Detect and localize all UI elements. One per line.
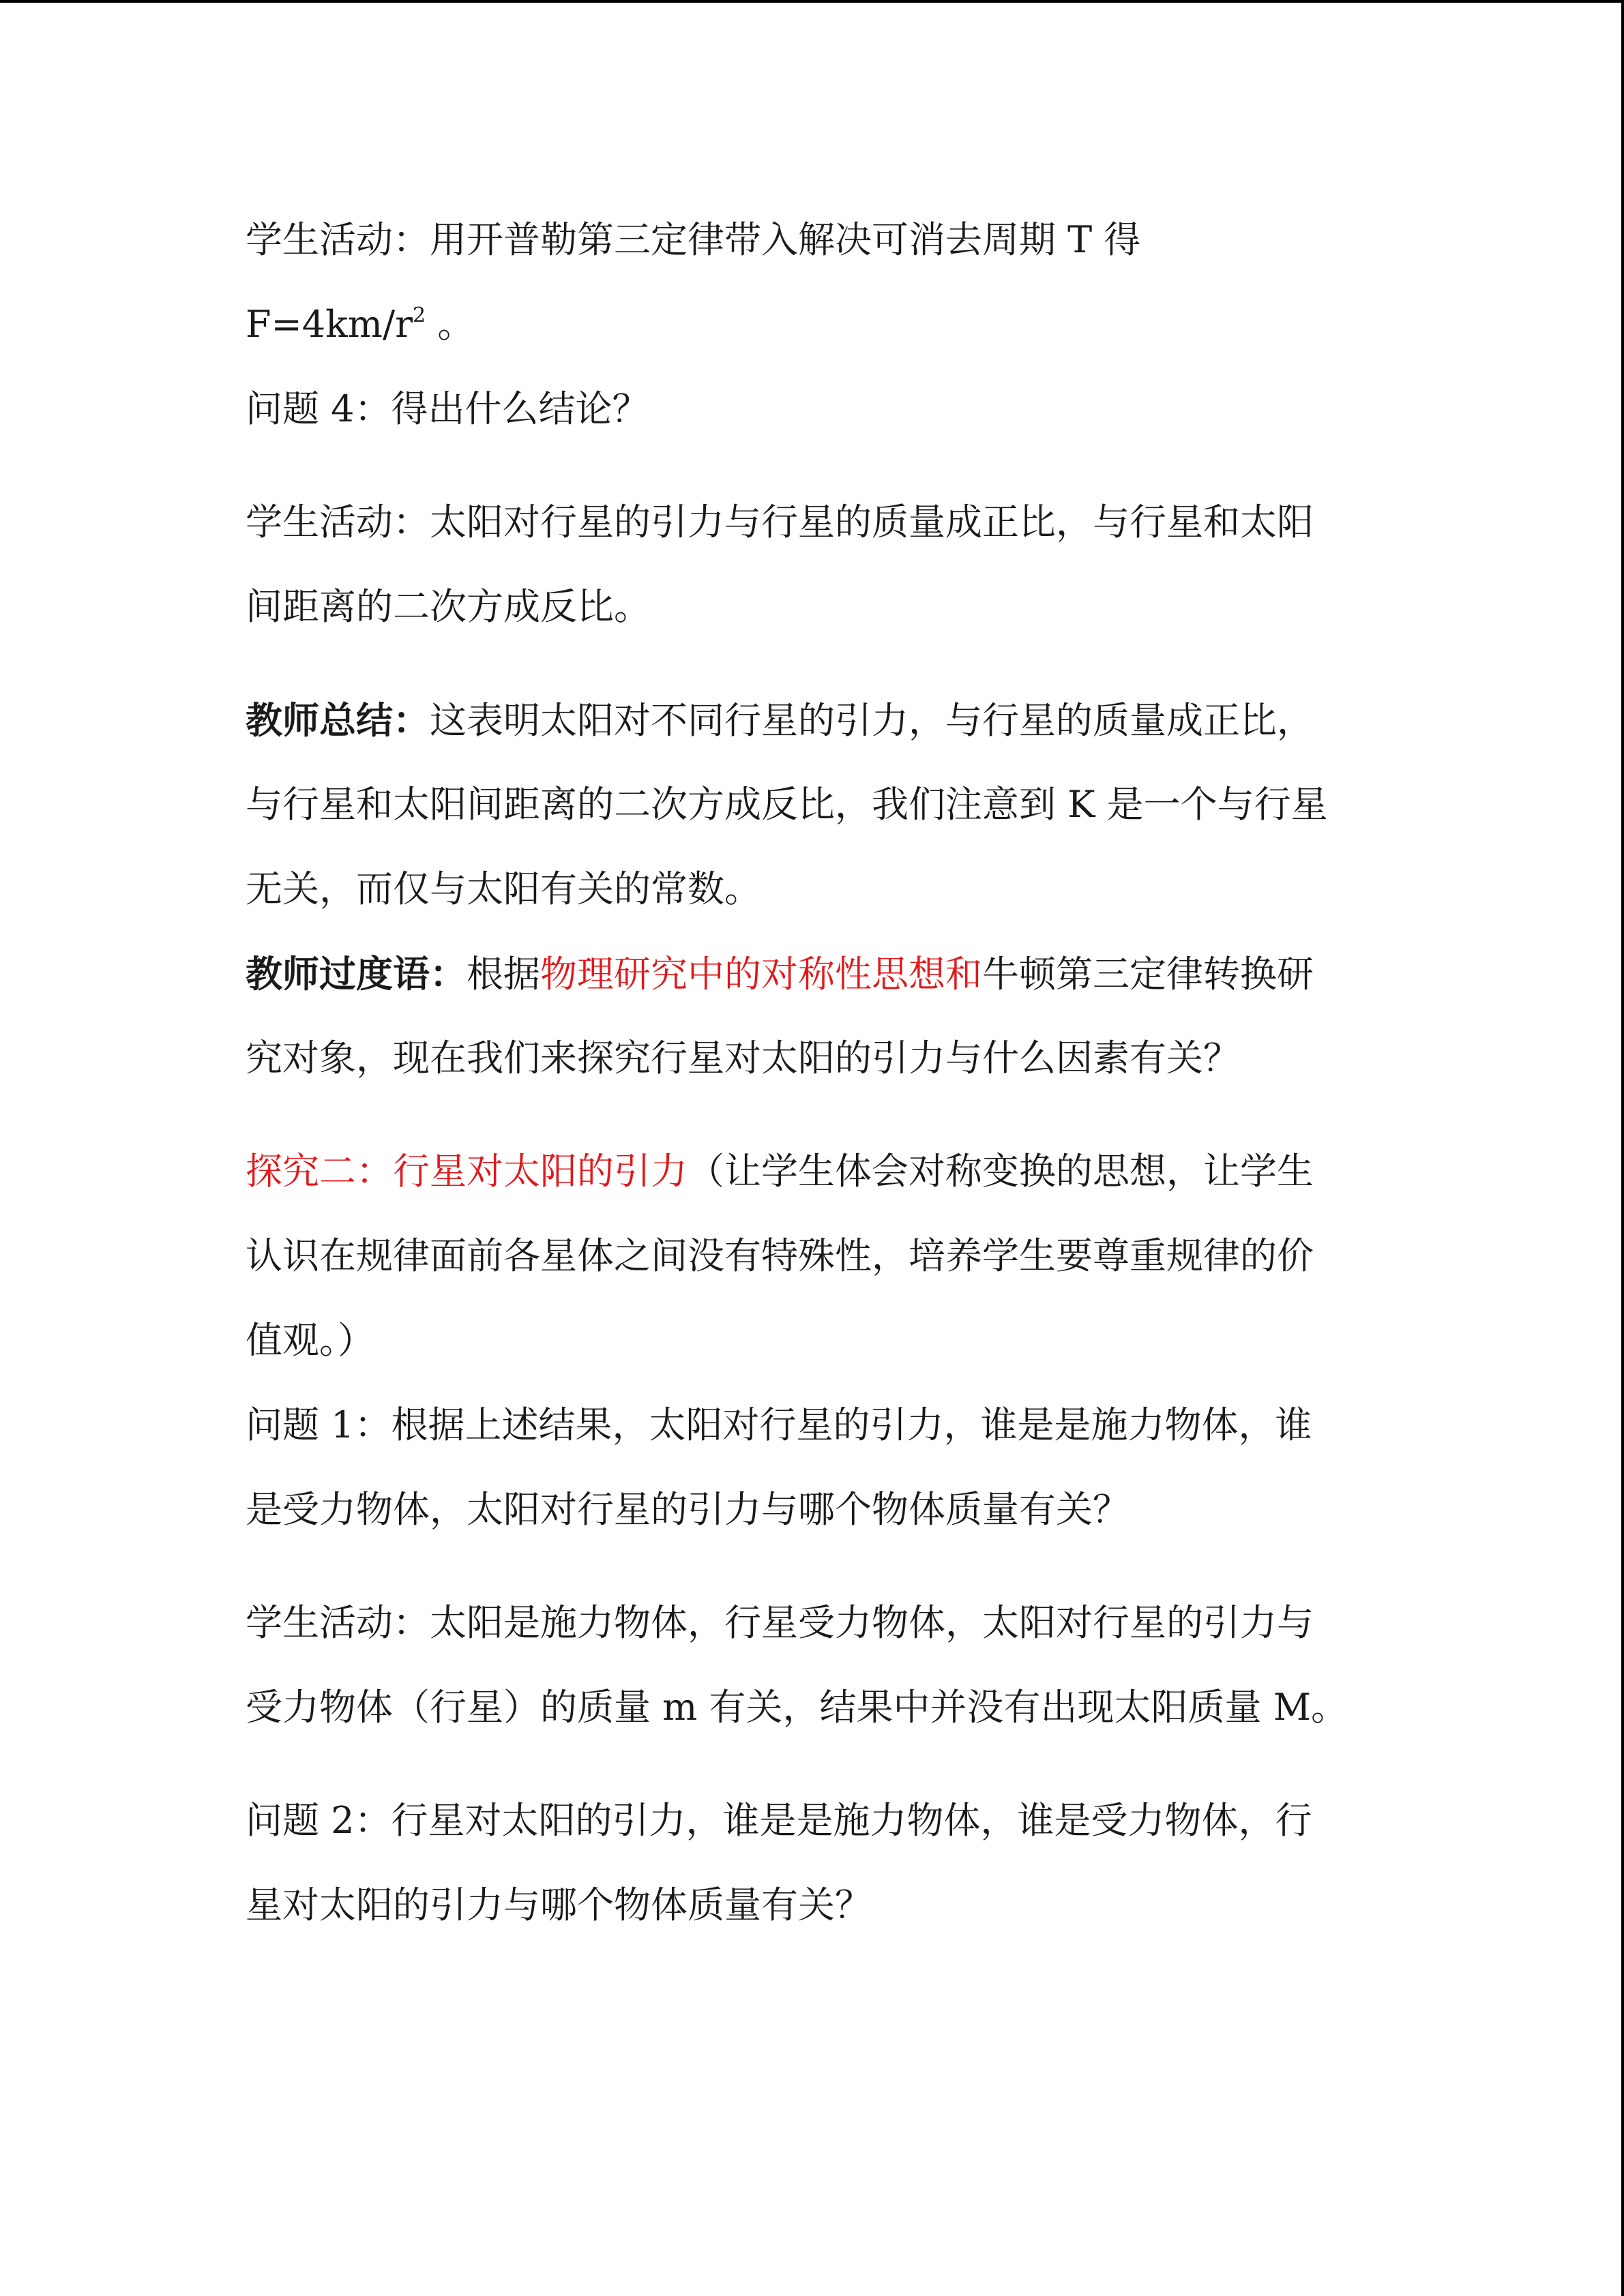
text-line-teacher-transition-2 — [246, 1031, 1391, 1086]
line-text: 牛顿第三定律转换研 — [982, 953, 1314, 996]
line-text: （让学生体会对称变换的思想，让学生 — [688, 1150, 1314, 1193]
text-line-question-1b — [246, 1482, 1391, 1537]
text-line-question-2b — [246, 1878, 1391, 1933]
text-line-exploration-2-c — [246, 1313, 1391, 1368]
line-text: 究对象，现在我们来探究行星对太阳的引力与什么因素有关？ — [246, 1037, 1240, 1079]
text-line-student-activity-3a — [246, 1596, 1391, 1650]
teacher-transition-label: 教师过度语： — [246, 952, 467, 996]
text-line-student-activity-2b — [246, 580, 1391, 634]
formula-exponent: 2 — [413, 303, 426, 327]
line-text: 这表明太阳对不同行星的引力，与行星的质量成正比， — [430, 699, 1314, 742]
line-text: 值观。） — [246, 1319, 374, 1362]
text-line-exploration-2-b — [246, 1229, 1391, 1283]
line-text: 是受力物体，太阳对行星的引力与哪个物体质量有关？ — [246, 1488, 1130, 1531]
text-line-exploration-2-heading — [246, 1144, 1391, 1199]
line-text: 问题 1：根据上述结果，太阳对行星的引力，谁是是施力物体，谁 — [246, 1403, 1312, 1446]
text-line-student-activity-3b — [246, 1680, 1391, 1735]
line-text: 学生活动：太阳对行星的引力与行星的质量成正比，与行星和太阳 — [246, 501, 1314, 543]
text-line-teacher-summary-2 — [246, 777, 1391, 832]
line-text: 根据 — [467, 953, 540, 996]
page-top-border — [0, 0, 1624, 3]
text-line-teacher-summary-3 — [246, 862, 1391, 916]
text-line-question-2a — [246, 1793, 1391, 1848]
text-line-student-activity-1 — [246, 213, 1391, 267]
text-line-teacher-transition-1 — [246, 946, 1391, 1002]
highlighted-text: 物理研究中的对称性思想和 — [540, 953, 982, 996]
line-text: 受力物体（行星）的质量 m 有关，结果中并没有出现太阳质量 M。 — [246, 1686, 1348, 1729]
exploration-heading: 探究二：行星对太阳的引力 — [246, 1150, 688, 1193]
formula-line — [246, 297, 1391, 352]
line-text: 间距离的二次方成反比。 — [246, 585, 651, 628]
text-line-teacher-summary-1 — [246, 693, 1391, 748]
text-line-question-4 — [246, 382, 1391, 436]
text-line-student-activity-2a — [246, 495, 1391, 550]
line-text: 无关，而仅与太阳有关的常数。 — [246, 867, 761, 910]
text-line-question-1a — [246, 1398, 1391, 1452]
page-right-border — [1621, 0, 1624, 2296]
line-text: 学生活动：用开普勒第三定律带入解决可消去周期 T 得 — [246, 218, 1141, 261]
line-text: 与行星和太阳间距离的二次方成反比，我们注意到 K 是一个与行星 — [246, 783, 1328, 826]
line-text: 学生活动：太阳是施力物体，行星受力物体，太阳对行星的引力与 — [246, 1601, 1314, 1644]
formula-base: F=4km/r — [246, 303, 413, 346]
line-text: 星对太阳的引力与哪个物体质量有关？ — [246, 1883, 872, 1926]
line-text: 认识在规律面前各星体之间没有特殊性，培养学生要尊重规律的价 — [246, 1234, 1314, 1277]
line-text: 问题 4：得出什么结论？ — [246, 387, 649, 430]
teacher-summary-label: 教师总结： — [246, 698, 430, 742]
formula-suffix: 。 — [426, 303, 475, 346]
line-text: 问题 2：行星对太阳的引力，谁是是施力物体，谁是受力物体，行 — [246, 1799, 1312, 1842]
